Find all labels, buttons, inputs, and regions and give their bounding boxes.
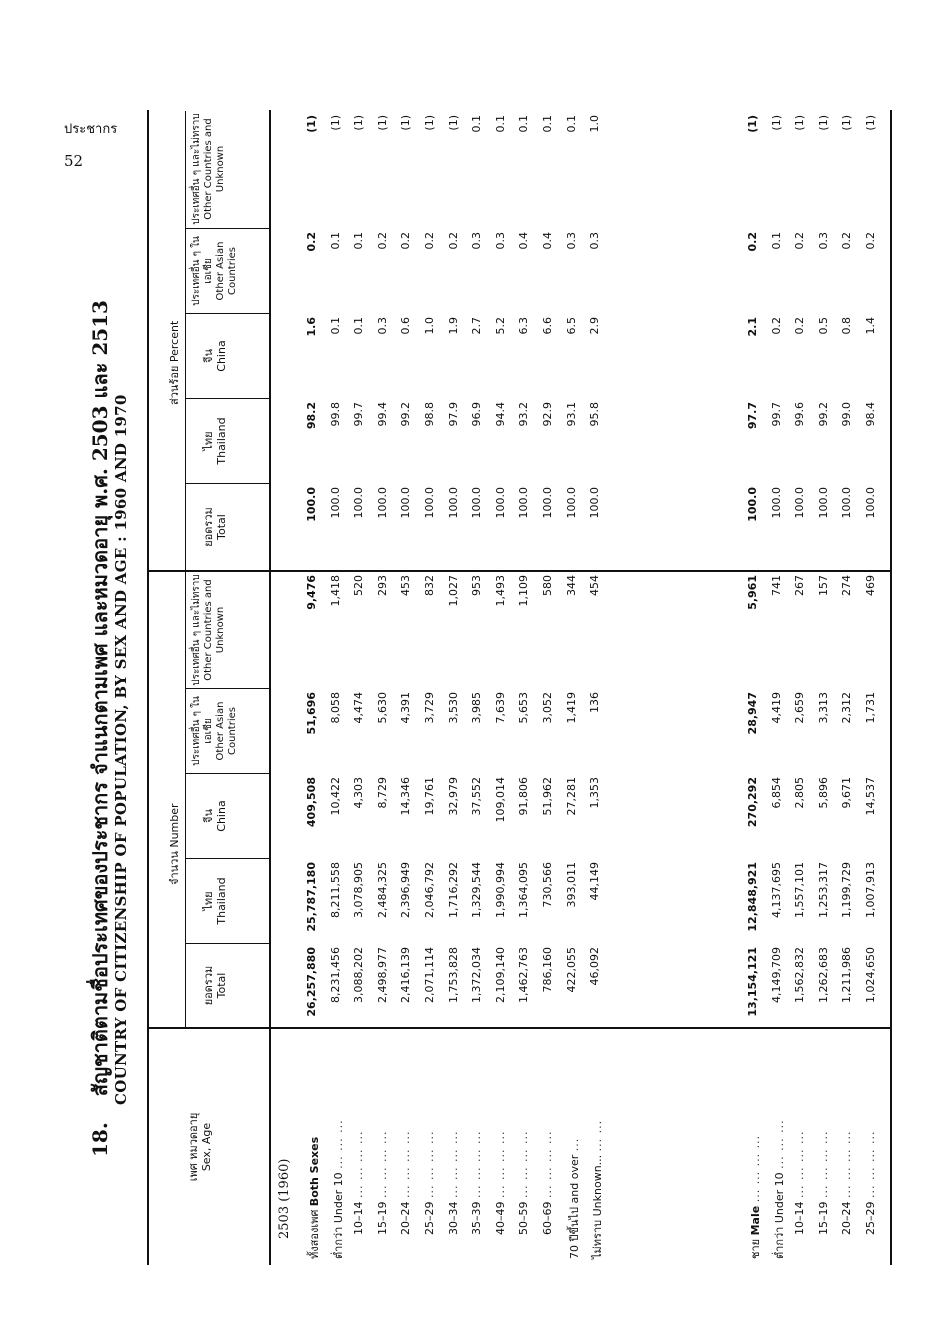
row-label [470, 1131, 483, 1235]
table-cell: 0.3 [564, 232, 578, 250]
table-cell: 99.2 [399, 402, 413, 427]
page-number: 52 [64, 152, 84, 170]
table-cell: 100.0 [769, 487, 783, 519]
table-cell: 2,416,139 [399, 947, 413, 1003]
table-cell: 741 [769, 575, 783, 596]
row-label-english: 35–39 [470, 1201, 484, 1235]
table-cell: 100.0 [588, 487, 602, 519]
table-cell: 1,372,034 [470, 947, 484, 1003]
table-row [813, 110, 836, 1265]
bottom-rule [890, 110, 892, 1265]
table-cell: 109,014 [493, 777, 507, 823]
table-cell: 3,052 [541, 692, 554, 724]
table-cell: 0.2 [840, 232, 854, 250]
leader-dots: ... ... ... ... [816, 1130, 830, 1198]
row-label-english: 10–14 [793, 1201, 807, 1235]
table-cell: 1.4 [864, 317, 877, 335]
row-label [423, 1131, 436, 1235]
row-label [588, 1120, 606, 1259]
table-cell: 422,055 [564, 947, 578, 993]
table-cell: 2.1 [746, 317, 759, 337]
table-cell: 1,027 [446, 575, 460, 607]
table-cell: 136 [588, 692, 602, 713]
table-cell: 3,985 [470, 692, 484, 724]
leader-dots: ... ... ... ... [423, 1130, 436, 1198]
row-label [864, 1131, 877, 1235]
table-cell: 0.1 [517, 115, 531, 133]
table-cell: 99.6 [793, 402, 807, 427]
table-cell: 0.2 [399, 232, 413, 250]
table-cell: 7,639 [493, 692, 507, 724]
table-cell: 8,729 [375, 777, 389, 809]
table-cell: 0.2 [864, 232, 877, 250]
table-cell: 0.1 [352, 232, 366, 250]
table-cell: 0.1 [493, 115, 507, 133]
col-header: จีน China [202, 340, 228, 372]
section-heading-1960: 2503 (1960) [277, 1158, 292, 1239]
table-cell: 44,149 [588, 862, 602, 901]
table-cell: 12,848,921 [746, 862, 759, 932]
table-cell: 32,979 [446, 777, 460, 816]
table-cell: (1) [816, 115, 830, 131]
table-cell: 1,731 [864, 692, 877, 724]
table-row [372, 110, 395, 1265]
table-cell: 5,961 [746, 575, 759, 610]
table-cell: 19,761 [423, 777, 436, 816]
row-label [793, 1131, 806, 1235]
table-row [301, 110, 324, 1265]
col-header: ไทย Thailand [202, 877, 228, 925]
table-cell: 0.2 [793, 317, 807, 335]
table-cell: 0.5 [816, 317, 830, 335]
col-header: ประเทศอื่น ๆ และไม่ทราบ Other Countries and Unknown [191, 113, 226, 225]
table-cell: 100.0 [352, 487, 366, 519]
table-cell: 99.4 [375, 402, 389, 427]
row-label [494, 1131, 507, 1235]
table-cell: 51,696 [305, 692, 318, 735]
table-row [513, 110, 536, 1265]
row-label-english: 25–29 [423, 1201, 436, 1235]
table-cell: (1) [305, 115, 318, 133]
table-cell: 2.7 [470, 317, 484, 335]
row-label [565, 1138, 583, 1259]
table-number: 18. [88, 1122, 112, 1157]
table-cell: 0.1 [328, 317, 342, 335]
table-cell: (1) [864, 115, 877, 131]
table-cell: 100.0 [305, 487, 318, 522]
table-cell: 97.7 [746, 402, 759, 430]
table-cell: 0.2 [375, 232, 389, 250]
table-cell: 10,422 [328, 777, 342, 816]
table-cell: 0.8 [840, 317, 854, 335]
table-row [537, 110, 560, 1265]
table-cell: 0.1 [769, 232, 783, 250]
table-cell: 0.3 [470, 232, 484, 250]
table-cell: (1) [769, 115, 783, 131]
leader-dots: ... ... ... ... [399, 1130, 413, 1198]
leader-dots: ... ... ... ... [840, 1130, 854, 1198]
table-cell: (1) [423, 115, 436, 131]
row-label-english: 50–59 [517, 1201, 531, 1235]
table-cell: 6.5 [564, 317, 578, 335]
table-cell: 3,530 [446, 692, 460, 724]
table-cell: 293 [375, 575, 389, 596]
table-cell: 4,474 [352, 692, 366, 724]
table-cell: 2.9 [588, 317, 602, 335]
table-cell: 2,498,977 [375, 947, 389, 1003]
table-cell: 1,007,913 [864, 862, 877, 918]
stub-header-thai: เพศ หมวดอายุ [187, 1112, 200, 1182]
table-cell: 97.9 [446, 402, 460, 427]
table-row [395, 110, 418, 1265]
table-cell: 1,211,986 [840, 947, 854, 1003]
group-number-heading: จำนวน Number [168, 803, 181, 885]
row-label-english: 25–29 [864, 1201, 877, 1235]
table-cell: 953 [470, 575, 484, 596]
table-cell: 3,313 [816, 692, 830, 724]
stub-header-english: Sex, Age [200, 1122, 213, 1172]
table-cell: 270,292 [746, 777, 759, 828]
table-cell: 99.8 [328, 402, 342, 427]
leader-dots: ... ... ... ... [517, 1130, 531, 1198]
table-cell: 0.1 [352, 317, 366, 335]
table-cell: 453 [399, 575, 413, 596]
table-cell: 1.9 [446, 317, 460, 335]
row-label [840, 1131, 853, 1235]
table-cell: 786,160 [541, 947, 554, 993]
row-label [770, 1119, 788, 1259]
table-cell: 0.4 [517, 232, 531, 250]
table-cell: 99.7 [352, 402, 366, 427]
table-cell: 4,137,695 [769, 862, 783, 918]
table-cell: (1) [328, 115, 342, 131]
table-cell: 0.2 [793, 232, 807, 250]
table-cell: 0.2 [305, 232, 318, 252]
table-cell: 100.0 [864, 487, 877, 519]
table-row [766, 110, 789, 1265]
table-cell: 2,484,325 [375, 862, 389, 918]
table-cell: (1) [375, 115, 389, 131]
header-rule [269, 110, 271, 1265]
table-cell: 99.7 [769, 402, 783, 427]
table-cell: 0.1 [541, 115, 554, 133]
table-row [561, 110, 584, 1265]
table-cell: 520 [352, 575, 366, 596]
table-cell: 0.2 [423, 232, 436, 250]
table-cell: 96.9 [470, 402, 484, 427]
table-cell: 0.6 [399, 317, 413, 335]
leader-dots: ... ... ... ... [541, 1130, 554, 1198]
table-cell: 100.0 [399, 487, 413, 519]
table-cell: 0.1 [564, 115, 578, 133]
row-label-english: 20–24 [399, 1201, 413, 1235]
row-label-english: 30–34 [446, 1201, 460, 1235]
table-row [836, 110, 859, 1265]
row-label [399, 1131, 412, 1235]
table-cell: 0.2 [746, 232, 759, 252]
stub-header [187, 1029, 213, 1265]
table-cell: (1) [793, 115, 807, 131]
leader-dots: ... ... ... ... [470, 1130, 484, 1198]
table-cell: (1) [446, 115, 460, 131]
table-cell: 469 [864, 575, 877, 596]
row-label-thai: ต่ำกว่า [331, 1226, 345, 1259]
leader-dots: ... ... ... ... [749, 1134, 762, 1203]
top-rule [147, 110, 149, 1265]
table-cell: 5.2 [493, 317, 507, 335]
table-cell: 1,493 [493, 575, 507, 607]
table-cell: 0.2 [446, 232, 460, 250]
row-label [305, 1137, 323, 1259]
table-cell: 5,653 [517, 692, 531, 724]
table-cell: 95.8 [588, 402, 602, 427]
row-label [541, 1131, 554, 1235]
table-cell: 100.0 [541, 487, 554, 519]
table-cell: 100.0 [470, 487, 484, 519]
row-label [517, 1131, 530, 1235]
table-cell: 91,806 [517, 777, 531, 816]
row-label-thai: ชาย [749, 1238, 762, 1259]
table-cell: 4,419 [769, 692, 783, 724]
table-cell: 454 [588, 575, 602, 596]
table-cell: 0.4 [541, 232, 554, 250]
table-cell: 3,088,202 [352, 947, 366, 1003]
table-cell: 2,071,114 [423, 947, 436, 1003]
row-label [352, 1131, 365, 1235]
row-label-english: and over [567, 1154, 581, 1204]
table-cell: 51,962 [541, 777, 554, 816]
table-cell: 0.2 [769, 317, 783, 335]
table-cell: 25,787,180 [305, 862, 318, 932]
row-label-english: 40–49 [493, 1201, 507, 1235]
table-cell: 0.3 [375, 317, 389, 335]
table-cell: 2,109,140 [493, 947, 507, 1003]
table-row [490, 110, 513, 1265]
row-label-thai: ไม่ทราบ [591, 1219, 605, 1259]
table-row [789, 110, 812, 1265]
table-cell: 100.0 [375, 487, 389, 519]
row-label-english: 15–19 [816, 1201, 830, 1235]
row-label [817, 1131, 830, 1235]
table-cell: 9,476 [305, 575, 318, 610]
table-cell: 2,396,949 [399, 862, 413, 918]
table-cell: 1,716,292 [446, 862, 460, 918]
table-cell: 98.8 [423, 402, 436, 427]
row-label [329, 1119, 347, 1259]
table-cell: 100.0 [564, 487, 578, 519]
table-cell: 9,671 [840, 777, 854, 809]
table-row [348, 110, 371, 1265]
col-header: ประเทศอื่น ๆ ในเอเชีย Other Asian Countries [191, 696, 238, 766]
col-header: จีน China [202, 800, 228, 832]
table-cell: 93.2 [517, 402, 531, 427]
table-cell: 0.3 [816, 232, 830, 250]
row-label-english: Under 10 [331, 1172, 345, 1224]
table-cell: 100.0 [517, 487, 531, 519]
table-cell: 1,199,729 [840, 862, 854, 918]
col-header: ไทย Thailand [202, 417, 228, 465]
table-cell: 1,562,832 [793, 947, 807, 1003]
col-header: ยอดรวม Total [202, 965, 228, 1006]
leader-dots: ... ... ... ... [375, 1130, 389, 1198]
col-header: ประเทศอื่น ๆ ในเอเชีย Other Asian Countries [191, 236, 238, 306]
table-cell: 4,149,709 [769, 947, 783, 1003]
table-cell: 27,281 [564, 777, 578, 816]
row-label [746, 1135, 764, 1259]
table-cell: 1,364,095 [517, 862, 531, 918]
table-cell: (1) [746, 115, 759, 133]
table-cell: 14,346 [399, 777, 413, 816]
table-cell: 1,109 [517, 575, 531, 607]
row-label-thai: 70 ปีขึ้นไป [567, 1206, 581, 1259]
table-cell: 5,630 [375, 692, 389, 724]
table-cell: 0.1 [470, 115, 484, 133]
table-cell: 6,854 [769, 777, 783, 809]
table-cell: 2,659 [793, 692, 807, 724]
table-cell: 92.9 [541, 402, 554, 427]
table-cell: 100.0 [816, 487, 830, 519]
row-label-english: 10–14 [352, 1201, 366, 1235]
table-cell: 100.0 [840, 487, 854, 519]
table-cell: 46,092 [588, 947, 602, 986]
table-cell: 832 [423, 575, 436, 596]
table-cell: 0.3 [588, 232, 602, 250]
running-head: ประชากร [64, 122, 118, 137]
table-cell: 393,011 [564, 862, 578, 908]
leader-dots: ... ... ... ... [352, 1130, 366, 1198]
title-thai-text: สัญชาติตามชื่อประเทศของประชากร จำแนกตามเพศ และหมวดอายุ พ.ศ. 2503 และ 2513 [88, 300, 112, 1097]
row-label [376, 1131, 389, 1235]
row-label [447, 1131, 460, 1235]
table-cell: 1,990,994 [493, 862, 507, 918]
table-cell: (1) [352, 115, 366, 131]
table-cell: 94.4 [493, 402, 507, 427]
table-cell: 1,262,683 [816, 947, 830, 1003]
leader-dots: ... ... [591, 1119, 605, 1152]
table-cell: 8,058 [328, 692, 342, 724]
table-cell: 409,508 [305, 777, 318, 828]
table-cell: 100.0 [493, 487, 507, 519]
data-table [147, 110, 892, 1265]
table-cell: 3,078,905 [352, 862, 366, 918]
leader-dots: ... ... ... ... [864, 1130, 877, 1198]
leader-dots: ... ... ... ... [446, 1130, 460, 1198]
table-row [860, 110, 883, 1265]
table-cell: 100.0 [793, 487, 807, 519]
table-title-english: COUNTRY OF CITIZENSHIP OF POPULATION, BY SEX AND AGE : 1960 AND 1970 [112, 394, 130, 1105]
table-cell: 730,566 [541, 862, 554, 908]
table-cell: 2,046,792 [423, 862, 436, 918]
table-cell: 1.6 [305, 317, 318, 337]
table-cell: (1) [399, 115, 413, 131]
table-cell: 8,211,558 [328, 862, 342, 918]
table-cell: 4,303 [352, 777, 366, 809]
table-row [419, 110, 442, 1265]
row-label-english: 15–19 [375, 1201, 389, 1235]
table-row [325, 110, 348, 1265]
table-cell: 93.1 [564, 402, 578, 427]
table-cell: 1,253,317 [816, 862, 830, 918]
table-cell: 1,419 [564, 692, 578, 724]
table-cell: 344 [564, 575, 578, 596]
leader-dots: ... ... ... [331, 1119, 345, 1169]
table-cell: 100.0 [746, 487, 759, 522]
table-cell: 99.2 [816, 402, 830, 427]
table-cell: 0.1 [328, 232, 342, 250]
leader-dots: ... ... ... ... [493, 1130, 507, 1198]
table-cell: 26,257,880 [305, 947, 318, 1017]
table-cell: 1.0 [588, 115, 602, 133]
table-cell: 99.0 [840, 402, 854, 427]
table-cell: 0.3 [493, 232, 507, 250]
table-cell: 13,154,121 [746, 947, 759, 1017]
table-cell: 2,312 [840, 692, 854, 724]
table-cell: 1,418 [328, 575, 342, 607]
table-cell: 1,557,101 [793, 862, 807, 918]
row-label-english: Unknown... [591, 1154, 605, 1217]
table-cell: 100.0 [423, 487, 436, 519]
table-cell: 98.4 [864, 402, 877, 427]
table-cell: 5,896 [816, 777, 830, 809]
row-label-thai: ทั้งสองเพศ [308, 1209, 321, 1259]
table-cell: 1,753,828 [446, 947, 460, 1003]
group-percent-heading: ส่วนร้อย Percent [168, 320, 181, 405]
table-cell: 1,024,650 [864, 947, 877, 1003]
table-cell: 14,537 [864, 777, 877, 816]
table-cell: 100.0 [446, 487, 460, 519]
table-cell: 1,329,544 [470, 862, 484, 918]
table-cell: 1,353 [588, 777, 602, 809]
table-cell: 6.3 [517, 317, 531, 335]
col-header: ยอดรวม Total [202, 507, 228, 547]
table-cell: 580 [541, 575, 554, 596]
row-label-english: Male [749, 1205, 762, 1236]
table-cell: 274 [840, 575, 854, 596]
leader-dots: ... ... ... ... [793, 1130, 807, 1198]
table-cell: 4,391 [399, 692, 413, 724]
table-cell: 6.6 [541, 317, 554, 335]
col-header: ประเทศอื่น ๆ และไม่ทราบ Other Countries and Unknown [191, 574, 226, 686]
row-label-thai: ต่ำกว่า [772, 1226, 786, 1259]
table-cell: 2,805 [793, 777, 807, 809]
table-row [443, 110, 466, 1265]
table-cell: 267 [793, 575, 807, 596]
table-cell: (1) [840, 115, 854, 131]
table-row [742, 110, 765, 1265]
leader-dots: ... ... ... [772, 1119, 786, 1169]
table-cell: 28,947 [746, 692, 759, 735]
table-cell: 98.2 [305, 402, 318, 430]
table-row [466, 110, 489, 1265]
table-row [584, 110, 607, 1265]
leader-dots: ... [567, 1137, 581, 1152]
table-cell: 8,231,456 [328, 947, 342, 1003]
table-cell: 37,552 [470, 777, 484, 816]
row-label-english: 60–69 [541, 1201, 554, 1235]
table-cell: 3,729 [423, 692, 436, 724]
row-label-english: Under 10 [772, 1172, 786, 1224]
table-cell: 100.0 [328, 487, 342, 519]
table-cell: 1.0 [423, 317, 436, 335]
row-label-english: Both Sexes [308, 1136, 321, 1207]
table-cell: 1,462,763 [517, 947, 531, 1003]
table-cell: 157 [816, 575, 830, 596]
row-label-english: 20–24 [840, 1201, 854, 1235]
